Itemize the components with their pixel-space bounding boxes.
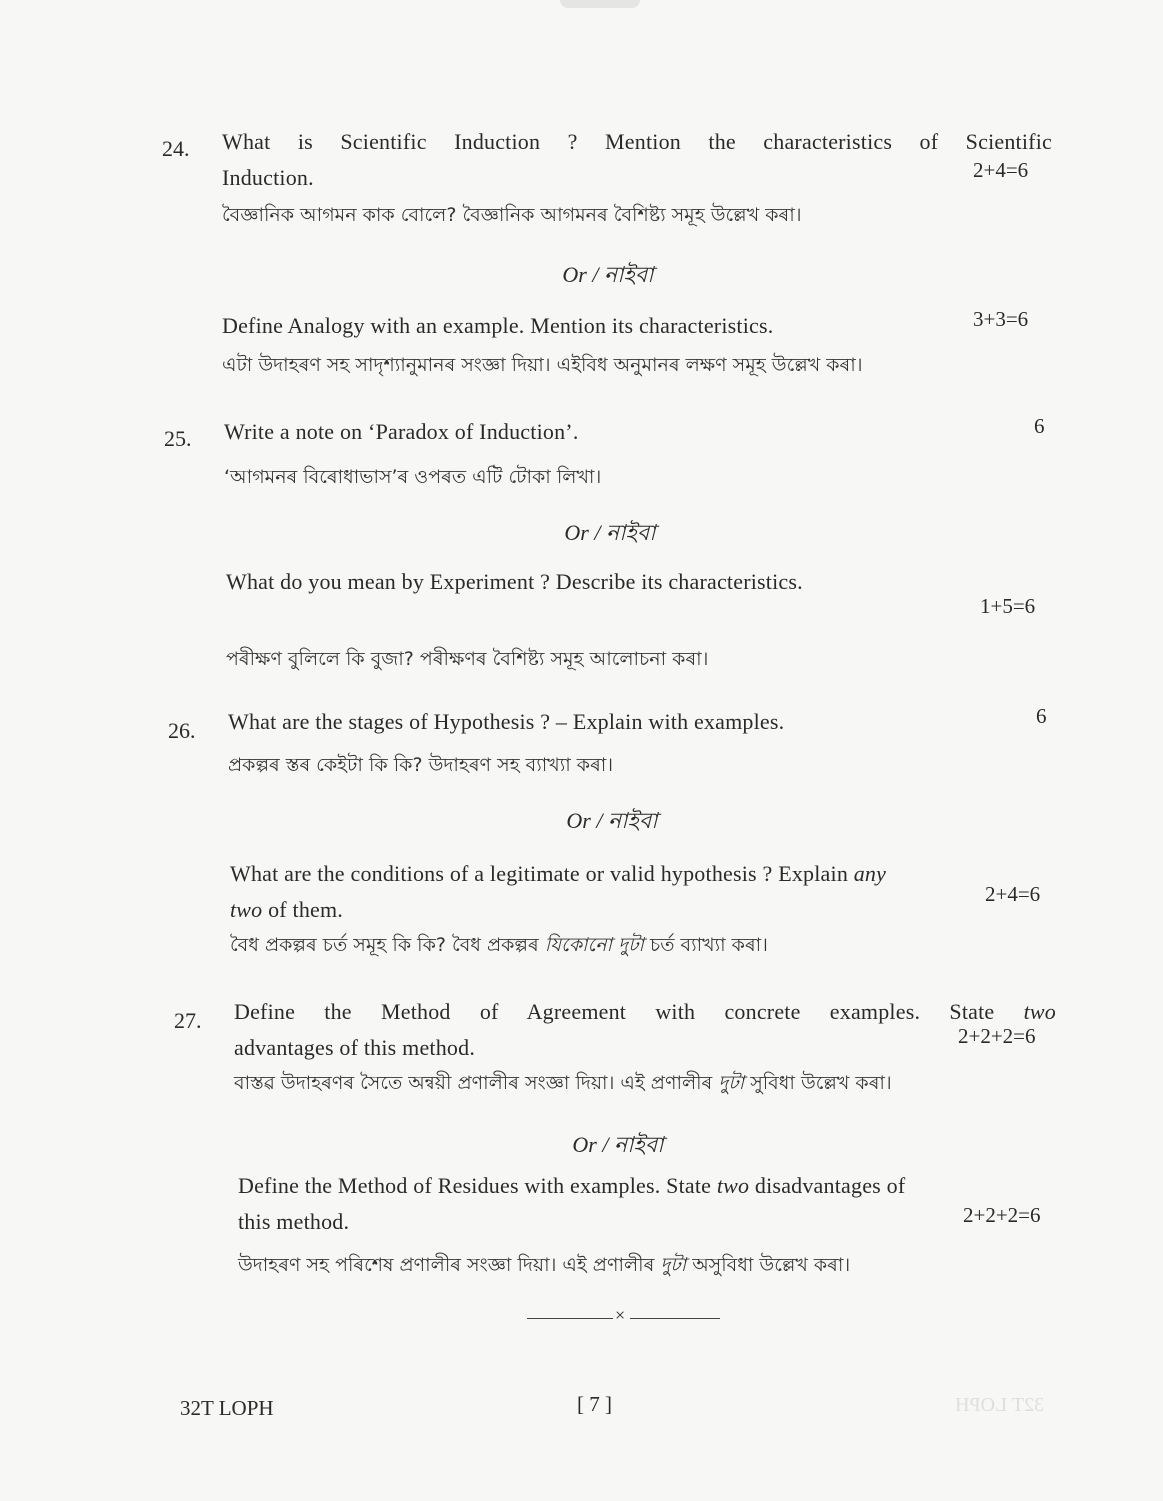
marks: 2+4=6 bbox=[985, 882, 1041, 906]
question-line: Induction. bbox=[222, 165, 314, 190]
alternative-question-text bbox=[238, 1168, 1060, 1240]
alternative-question-text: Define Analogy with an example. Mention its characteristics. bbox=[222, 313, 774, 338]
assamese-text: এটা উদাহৰণ সহ সাদৃশ্যানুমানৰ সংজ্ঞা দিয়া। এইবিধ অনুমানৰ লক্ষণ সমূহ উল্লেখ কৰা। bbox=[222, 354, 863, 376]
marks: 6 bbox=[1036, 704, 1047, 728]
question-number: 24. bbox=[162, 136, 190, 161]
question-line: two of them. bbox=[230, 897, 344, 922]
question-number: 27. bbox=[174, 1008, 202, 1033]
scan-smudge bbox=[560, 0, 640, 8]
assamese-text: বৈজ্ঞানিক আগমন কাক বোলে? বৈজ্ঞানিক আগমনৰ বৈশিষ্ট্য সমূহ উল্লেখ কৰা। bbox=[222, 204, 802, 226]
question-text: Write a note on ‘Paradox of Induction’. bbox=[224, 419, 579, 444]
question-line: advantages of this method. bbox=[234, 1035, 476, 1060]
or-separator: Or / নাইবা bbox=[562, 262, 654, 287]
bleed-through-text: 32T LOPH bbox=[955, 1394, 1045, 1416]
assamese-text: উদাহৰণ সহ পৰিশেষ প্ৰণালীৰ সংজ্ঞা দিয়া। এই প্ৰণালীৰ দুটা অসুবিধা উল্লেখ কৰা। bbox=[238, 1254, 851, 1276]
emphasis: দুটা bbox=[660, 1254, 687, 1276]
marks: 2+2+2=6 bbox=[963, 1203, 1041, 1227]
emphasis: two bbox=[716, 1173, 750, 1198]
assamese-text: ‘আগমনৰ বিৰোধাভাস’ৰ ওপৰত এটি টোকা লিখা। bbox=[224, 466, 602, 488]
question-line: What is Scientific Induction ? Mention the characteristics of Scientific bbox=[222, 129, 1052, 154]
alternative-question-text bbox=[230, 856, 1052, 928]
question-line: Define the Method of Residues with examples. State two disadvantages of bbox=[238, 1173, 906, 1198]
marks: 2+4=6 bbox=[973, 158, 1029, 182]
question-line: this method. bbox=[238, 1209, 350, 1234]
emphasis: দুটা bbox=[718, 1072, 745, 1094]
question-text bbox=[234, 994, 1056, 1066]
question-number: 25. bbox=[164, 426, 192, 451]
question-line: Define the Method of Agreement with concrete examples. State two bbox=[234, 999, 1056, 1024]
marks: 3+3=6 bbox=[973, 307, 1029, 331]
or-separator: Or / নাইবা bbox=[566, 808, 658, 833]
question-text: What are the stages of Hypothesis ? – Explain with examples. bbox=[228, 709, 785, 734]
question-text bbox=[222, 124, 1052, 196]
question-line: What are the conditions of a legitimate or valid hypothesis ? Explain any bbox=[230, 861, 887, 886]
assamese-text: বৈধ প্ৰকল্পৰ চৰ্ত সমূহ কি কি? বৈধ প্ৰকল্পৰ যিকোনো দুটা চৰ্ত ব্যাখ্যা কৰা। bbox=[230, 934, 768, 956]
marks: 1+5=6 bbox=[980, 594, 1036, 618]
end-rule-right bbox=[630, 1318, 720, 1319]
assamese-text: প্ৰকল্পৰ স্তৰ কেইটা কি কি? উদাহৰণ সহ ব্যাখ্যা কৰা। bbox=[228, 754, 614, 776]
emphasis: যিকোনো দুটা bbox=[544, 934, 644, 956]
marks: 2+2+2=6 bbox=[958, 1024, 1036, 1048]
end-cross-icon: × bbox=[615, 1305, 626, 1325]
question-number: 26. bbox=[168, 718, 196, 743]
or-separator: Or / নাইবা bbox=[572, 1132, 664, 1157]
end-rule-left bbox=[527, 1318, 613, 1319]
or-separator: Or / নাইবা bbox=[564, 520, 656, 545]
assamese-text: পৰীক্ষণ বুলিলে কি বুজা? পৰীক্ষণৰ বৈশিষ্ট্য সমূহ আলোচনা কৰা। bbox=[226, 648, 709, 670]
paper-code: 32T LOPH bbox=[180, 1396, 274, 1420]
emphasis: two bbox=[1023, 999, 1056, 1024]
assamese-text: বাস্তৱ উদাহৰণৰ সৈতে অন্বয়ী প্ৰণালীৰ সংজ্ঞা দিয়া। এই প্ৰণালীৰ দুটা সুবিধা উল্লেখ কৰা। bbox=[234, 1072, 892, 1094]
alternative-question-text: What do you mean by Experiment ? Describe its characteristics. bbox=[226, 569, 803, 594]
emphasis: any bbox=[853, 861, 887, 886]
emphasis: two bbox=[230, 897, 263, 922]
marks: 6 bbox=[1034, 414, 1045, 438]
page-number: [ 7 ] bbox=[577, 1392, 612, 1416]
